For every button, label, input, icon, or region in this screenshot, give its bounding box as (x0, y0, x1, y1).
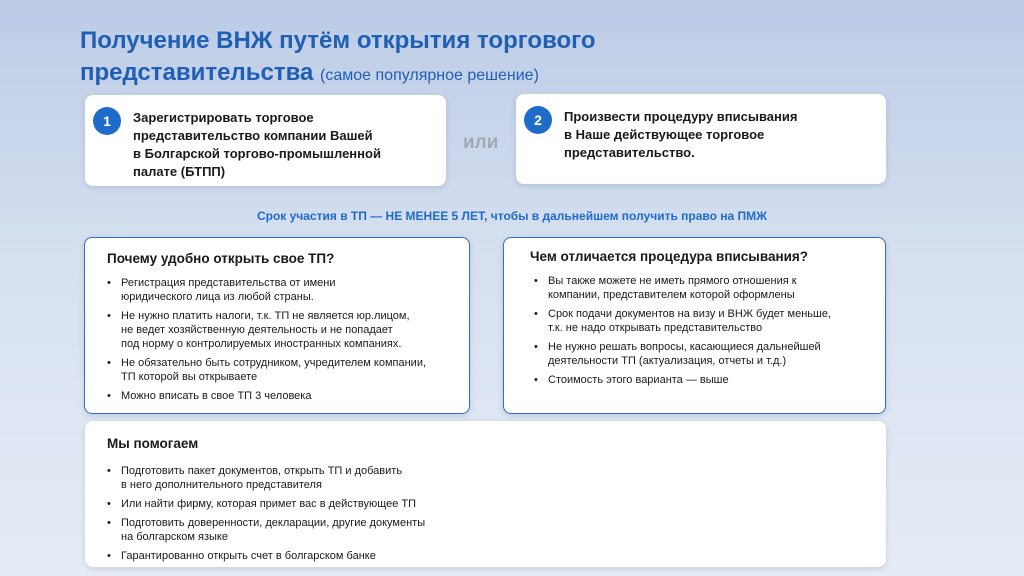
option-2-card (516, 94, 886, 184)
help-title: Мы помогаем (107, 436, 199, 451)
list-item: • Можно вписать в свое ТП 3 человека (107, 389, 455, 403)
help-list (107, 464, 872, 563)
page-title (80, 25, 596, 92)
list-item: • Подготовить пакет документов, открыть ТП и добавить в него дополнительного представителя (107, 464, 872, 492)
diff-list (534, 274, 871, 387)
diff-box (503, 237, 886, 414)
list-item: • Гарантированно открыть счет в болгарском банке (107, 549, 872, 563)
why-box (84, 237, 470, 414)
list-item: • Или найти фирму, которая примет вас в действующее ТП (107, 497, 872, 511)
list-item: • Подготовить доверенности, декларации, другие документы на болгарском языке (107, 516, 872, 544)
option-2-number: 2 (524, 106, 552, 134)
option-2-text: Произвести процедуру вписывания в Наше действующее торговое представительство. (564, 109, 798, 160)
why-list (107, 276, 455, 403)
term-note: Срок участия в ТП — НЕ МЕНЕЕ 5 ЛЕТ, чтобы в дальнейшем получить право на ПМЖ (256, 209, 768, 223)
title-line-2-text: представительства (80, 59, 314, 86)
option-1-text: Зарегистрировать торговое представительство компании Вашей в Болгарской торгово-промышленной палате (БТПП) (133, 110, 381, 179)
list-item: • Регистрация представительства от имени юридического лица из любой страны. (107, 276, 455, 304)
list-item: • Не обязательно быть сотрудником, учредителем компании, ТП которой вы открываете (107, 356, 455, 384)
title-subtitle: (самое популярное решение) (320, 67, 539, 84)
list-item: • Срок подачи документов на визу и ВНЖ будет меньше, т.к. не надо открывать представительство (534, 307, 871, 335)
or-label: или (463, 132, 499, 153)
title-line-1: Получение ВНЖ путём открытия торгового (80, 27, 596, 54)
diff-title: Чем отличается процедура вписывания? (530, 249, 809, 264)
list-item: • Не нужно платить налоги, т.к. ТП не является юр.лицом, не ведет хозяйственную деятельность и не попадает под норму о контролируемых иностранных компаниях. (107, 309, 455, 351)
help-box (85, 421, 886, 567)
list-item: • Вы также можете не иметь прямого отношения к компании, представителем которой оформлены (534, 274, 871, 302)
list-item: • Стоимость этого варианта — выше (534, 373, 871, 387)
list-item: • Не нужно решать вопросы, касающиеся дальнейшей деятельности ТП (актуализация, отчеты и т.д.) (534, 340, 871, 368)
why-title: Почему удобно открыть свое ТП? (107, 251, 335, 266)
option-1-number: 1 (93, 107, 121, 135)
title-line-2 (80, 57, 596, 92)
option-1-card (85, 95, 446, 186)
